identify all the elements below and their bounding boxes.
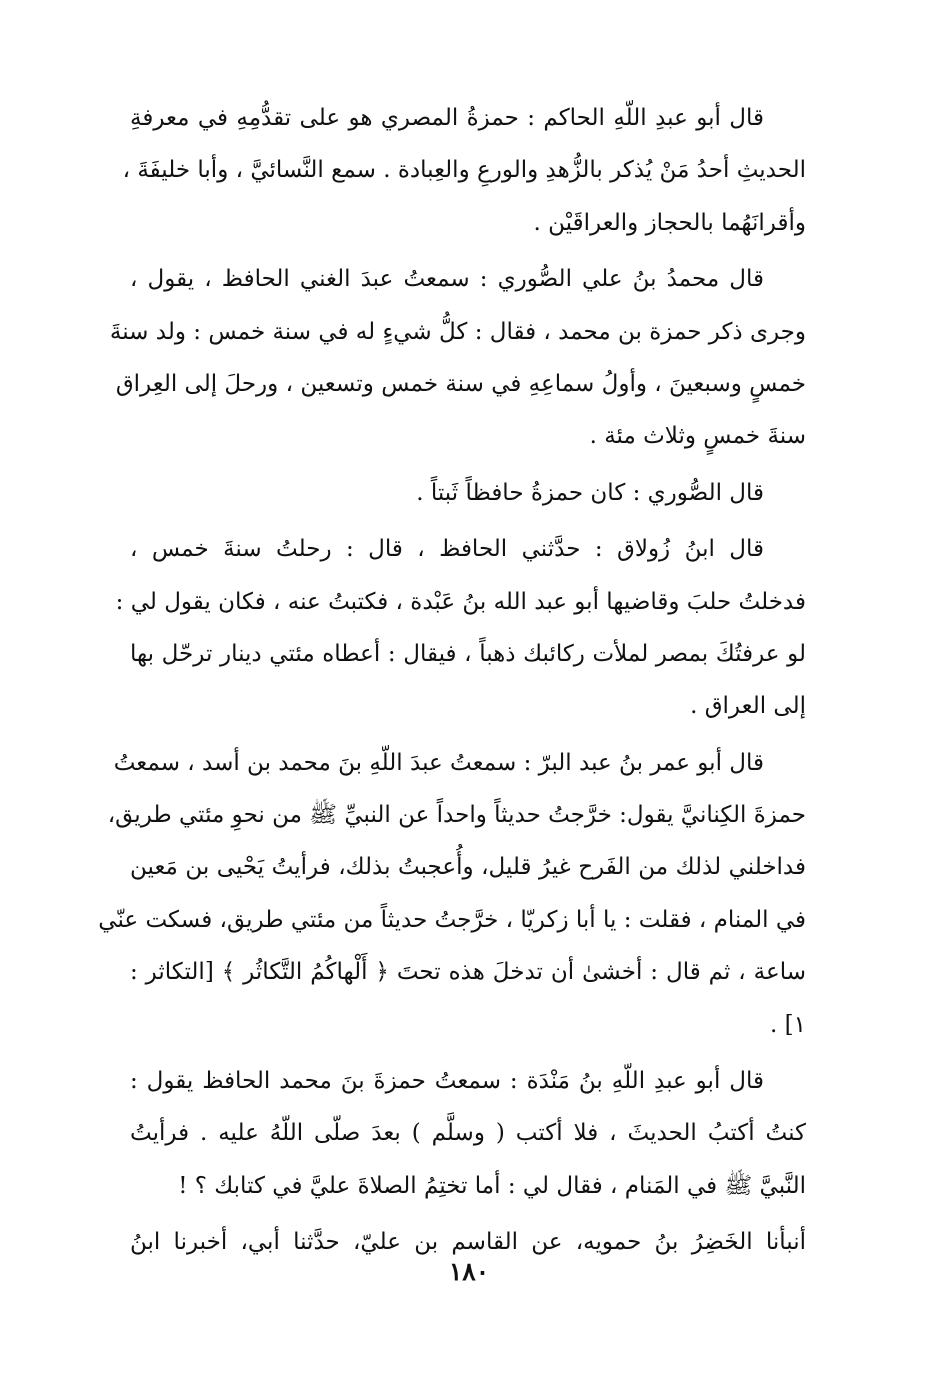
paragraph-suri xyxy=(109,253,806,463)
text-line: حمزةَ الكِنانيَّ يقول: خرَّجتُ حديثاً واحداً عن النبيِّ ﷺ من نحوِ مئتي طريق، xyxy=(107,802,806,829)
text-line: قال أبو عبدِ اللّهِ الحاكم : حمزةُ المصري هو على تقدُّمِهِ في معرفةِ xyxy=(130,105,764,131)
paragraph-abd-al-barr xyxy=(98,737,806,1051)
paragraph-suri-short xyxy=(130,467,806,519)
paragraph-mandah xyxy=(130,1055,806,1212)
text-line: وجرى ذكر حمزة بن محمد ، فقال : كلُّ شيءٍ له في سنة خمس : ولد سنةَ xyxy=(109,318,806,345)
text-line: الحديثِ أحدُ مَنْ يُذكر بالزُّهدِ والورعِ والعِبادة . سمع النَّسائيَّ ، وأبا خليفَةَ ، xyxy=(122,157,806,184)
text-line: ١] . xyxy=(770,1011,806,1038)
text-line: قال أبو عبدِ اللّهِ بنُ مَنْدَة : سمعتُ حمزةَ بنَ محمد الحافظ يقول : xyxy=(130,1068,764,1095)
text-line: أنبأنا الخَضِرُ بنُ حمويه، عن القاسم بن عليّ، حدَّثنا أبي، أخبرنا ابنُ xyxy=(130,1229,807,1256)
text-line: فدخلتُ حلبَ وقاضيها أبو عبد الله بنُ عَبْدة ، فكتبتُ عنه ، فكان يقول لي : xyxy=(115,588,806,615)
body-text xyxy=(98,92,807,1273)
text-line: قال الصُّوري : كان حمزةُ حافظاً ثَبتاً . xyxy=(416,479,764,506)
text-line: وأقرانَهُما بالحجاز والعراقَيْن . xyxy=(533,209,806,236)
text-line: كنتُ أكتبُ الحديثَ ، فلا أكتب ( وسلَّم ) بعدَ صلّى اللّهُ عليه . فرأيتُ xyxy=(130,1120,806,1147)
text-line: خمسٍ وسبعينَ ، وأولُ سماعِهِ في سنة خمس وتسعين ، ورحلَ إلى العِراق xyxy=(115,370,806,397)
text-line: قال أبو عمر بنُ عبد البرّ : سمعتُ عبدَ اللّهِ بنَ محمد بن أسد ، سمعتُ xyxy=(113,749,764,776)
text-line: لو عرفتُكَ بمصر لملأت ركائبك ذهباً ، فيقال : أعطاه مئتي دينار ترحّل بها xyxy=(130,640,806,667)
text-line: فداخلني لذلك من الفَرح غيرُ قليل، وأُعجبتُ بذلك، فرأيتُ يَحْيى بن مَعين xyxy=(130,854,806,881)
text-line: في المنام ، فقلت : يا أبا زكريّا ، خرَّجتُ حديثاً من مئتي طريق، فسكت عنّي xyxy=(98,906,806,933)
text-line: النَّبيَّ ﷺ في المَنام ، فقال لي : أما تختِمُ الصلاةَ عليَّ في كتابك ؟ ! xyxy=(178,1172,806,1199)
text-line: قال ابنُ زُولاق : حدَّثني الحافظ ، قال : رحلتُ سنةَ خمس ، xyxy=(130,536,764,563)
text-line: سنةَ خمسٍ وثلاث مئة . xyxy=(589,423,806,450)
text-line: ساعة ، ثم قال : أخشىٰ أن تدخلَ هذه تحتَ ﴿ أَلْهاكُمُ التَّكاثُر ﴾ [التكاثر : xyxy=(130,959,806,986)
text-line: قال محمدُ بنُ علي الصُّوري : سمعتُ عبدَ الغني الحافظ ، يقول ، xyxy=(130,266,764,293)
page-number: ١٨٠ xyxy=(448,1257,490,1286)
text-line: إلى العراق . xyxy=(690,693,806,720)
paragraph-hakim xyxy=(122,92,806,249)
paragraph-zulaq xyxy=(115,523,806,733)
